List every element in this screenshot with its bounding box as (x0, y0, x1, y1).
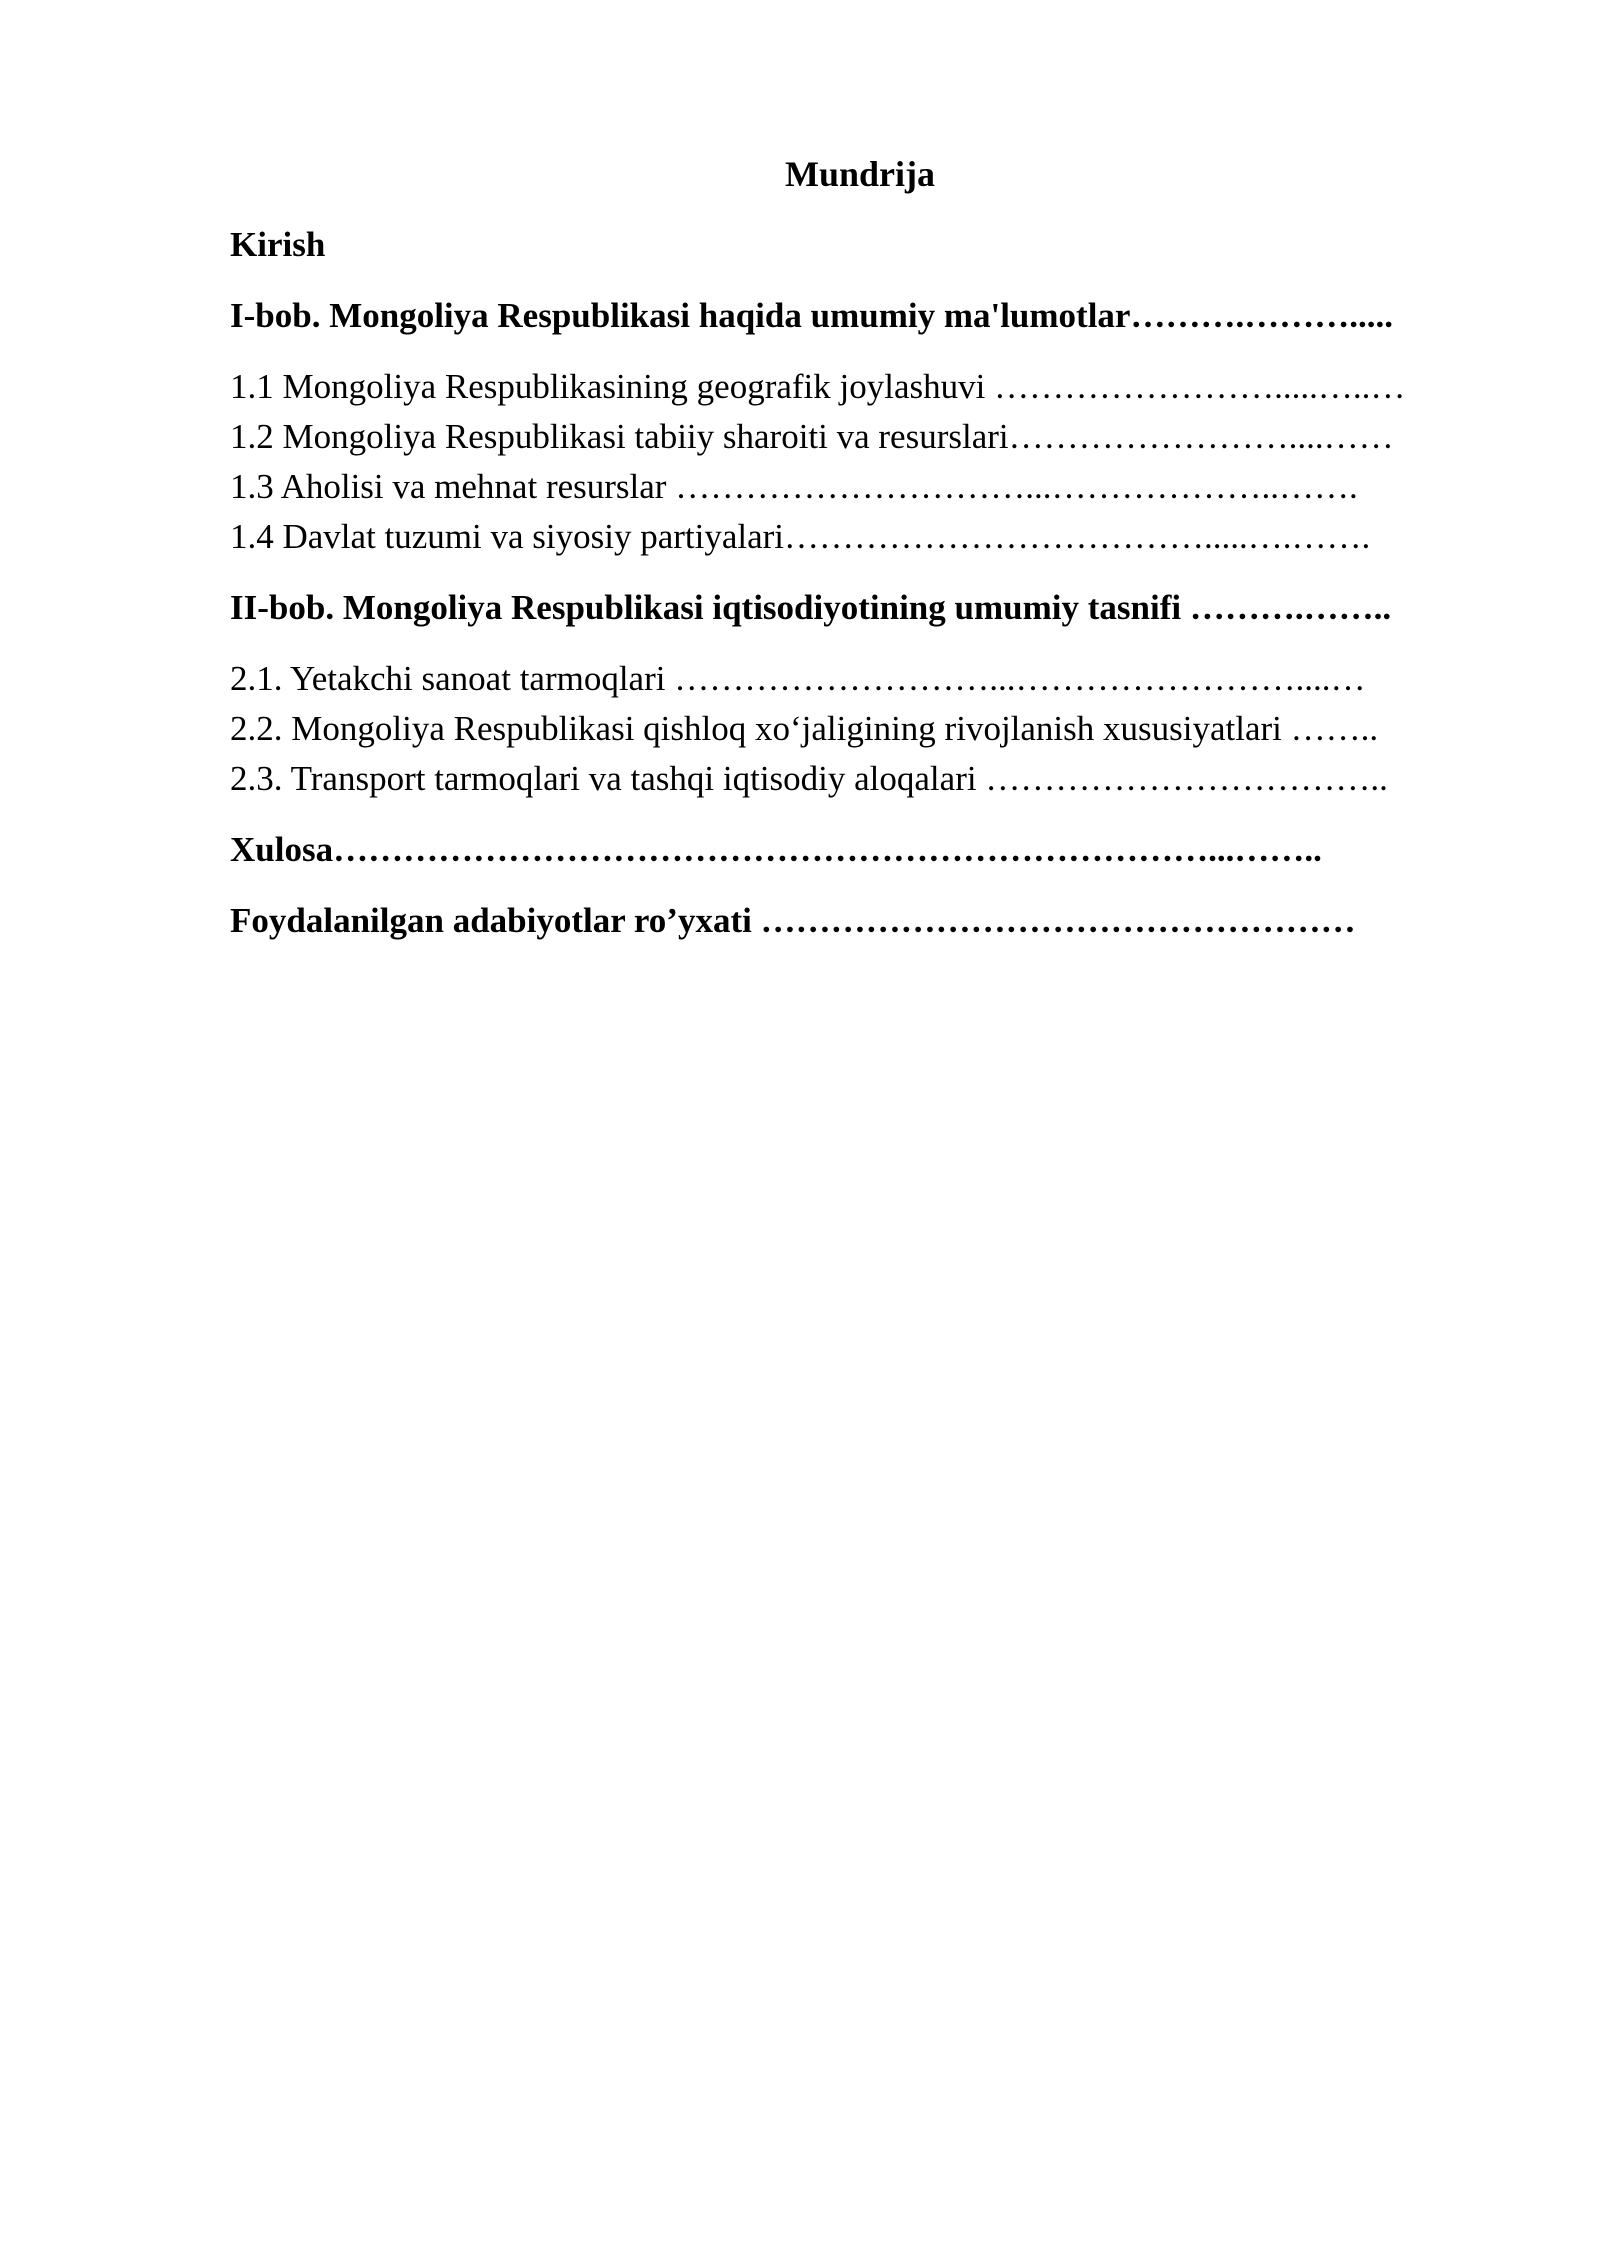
toc-entry-2-2: 2.2. Mongoliya Respublikasi qishloq xo‘jaligining rivojlanish xususiyatlari …….. (230, 709, 1379, 748)
toc-entry-2-1: 2.1. Yetakchi sanoat tarmoqlari ………………………...……………………....… (230, 659, 1366, 698)
toc-entry-1-4: 1.4 Davlat tuzumi va siyosiy partiyalari……………………………….....….……. (230, 517, 1371, 556)
table-of-contents (230, 220, 1530, 946)
toc-entry-1-3: 1.3 Aholisi va mehnat resurslar …………………………...………………..……. (230, 467, 1358, 506)
toc-entry-xulosa: Xulosa…………………………………………………………………...…….. (230, 830, 1322, 869)
toc-entry-chapter-2: II-bob. Mongoliya Respublikasi iqtisodiyotining umumiy tasnifi ……….…….. (230, 588, 1392, 627)
page-title: Mundrija (784, 154, 935, 194)
toc-entry-1-2: 1.2 Mongoliya Respublikasi tabiiy sharoiti va resurslari……………………....…… (230, 417, 1394, 456)
toc-entry-2-3: 2.3. Transport tarmoqlari va tashqi iqtisodiy aloqalari …………………………….. (230, 759, 1388, 798)
toc-entry-bibliography: Foydalanilgan adabiyotlar ro’yxati …………………………………………… (230, 901, 1356, 940)
toc-entry-kirish: Kirish (230, 225, 326, 264)
toc-entry-1-1: 1.1 Mongoliya Respublikasining geografik joylashuvi …………………….....…..… (230, 367, 1406, 406)
toc-entry-chapter-1: I-bob. Mongoliya Respublikasi haqida umumiy ma'lumotlar……….………..... (230, 296, 1393, 335)
